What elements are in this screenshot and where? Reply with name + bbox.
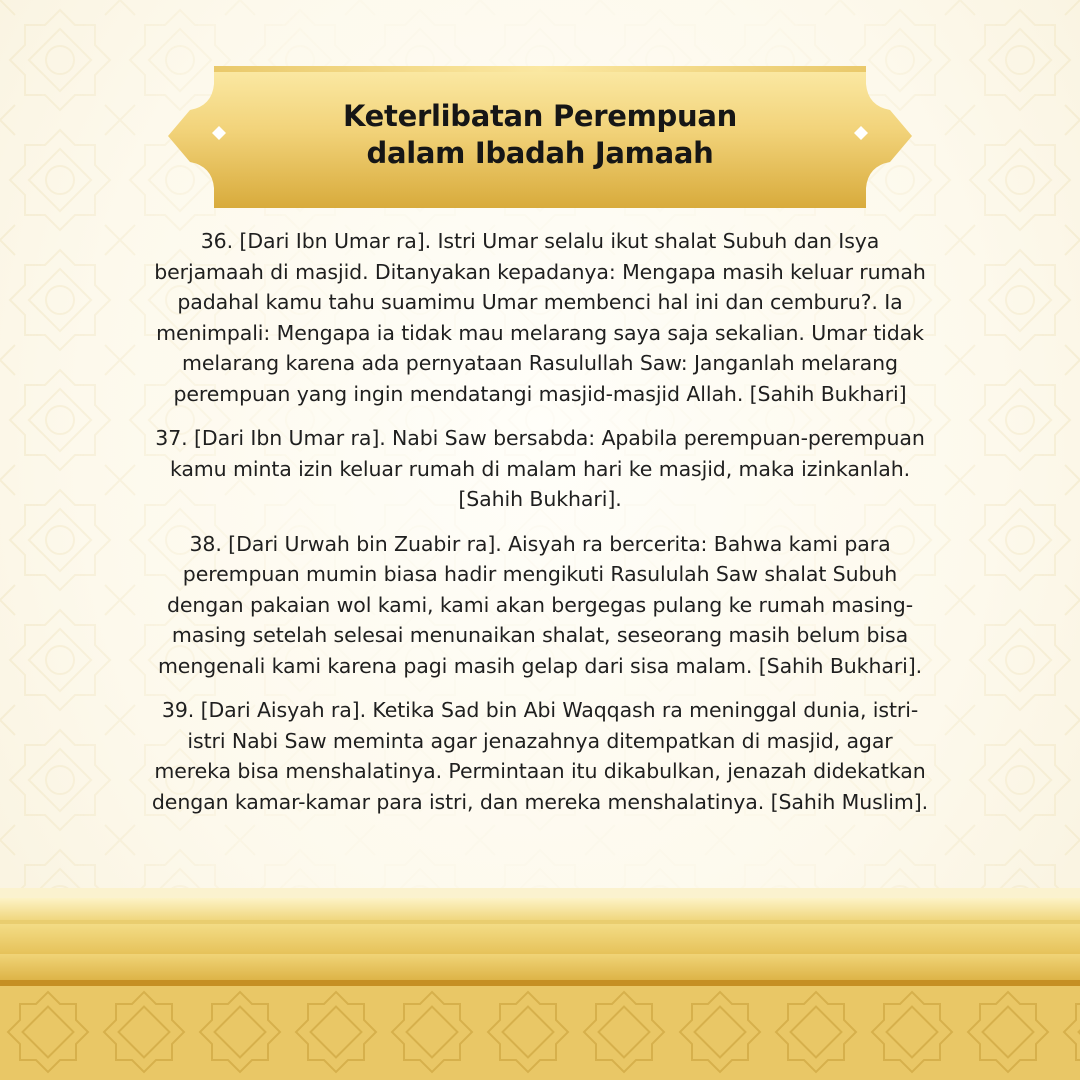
hadith-list bbox=[150, 226, 930, 831]
bottom-gold-band bbox=[0, 888, 1080, 1080]
hadith-36: 36. [Dari Ibn Umar ra]. Istri Umar selalu ikut shalat Subuh dan Isya berjamaah di masjid. Ditanyakan kepadanya: Mengapa masih keluar rumah padahal kamu tahu suamimu Umar membenci hal ini dan cemburu?. Ia menimpali: Mengapa ia tidak mau melarang saya saja sekalian. Umar tidak melarang karena ada pernyataan Rasulullah Saw: Janganlah melarang perempuan yang ingin mendatangi masjid-masjid Allah. [Sahih Bukhari] bbox=[154, 229, 926, 406]
page-title bbox=[168, 98, 912, 172]
title-banner bbox=[168, 66, 912, 208]
title-line-2: dalam Ibadah Jamaah bbox=[366, 136, 714, 170]
title-line-1: Keterlibatan Perempuan bbox=[343, 99, 737, 133]
hadith-39: 39. [Dari Aisyah ra]. Ketika Sad bin Abi Waqqash ra meninggal dunia, istri-istri Nabi Saw meminta agar jenazahnya ditempatkan di masjid, agar mereka bisa menshalatinya. Permintaan itu dikabulkan, jenazah didekatkan dengan kamar-kamar para istri, dan mereka menshalatinya. [Sahih Muslim]. bbox=[151, 698, 929, 814]
hadith-38: 38. [Dari Urwah bin Zuabir ra]. Aisyah ra bercerita: Bahwa kami para perempuan mumin biasa hadir mengikuti Rasululah Saw shalat Subuh dengan pakaian wol kami, kami akan bergegas pulang ke rumah masing-masing setelah selesai menunaikan shalat, seseorang masih belum bisa mengenali kami karena pagi masih gelap dari sisa malam. [Sahih Bukhari]. bbox=[157, 531, 923, 678]
hadith-37: 37. [Dari Ibn Umar ra]. Nabi Saw bersabda: Apabila perempuan-perempuan kamu minta izin keluar rumah di malam hari ke masjid, maka izinkanlah. [Sahih Bukhari]. bbox=[155, 426, 925, 511]
